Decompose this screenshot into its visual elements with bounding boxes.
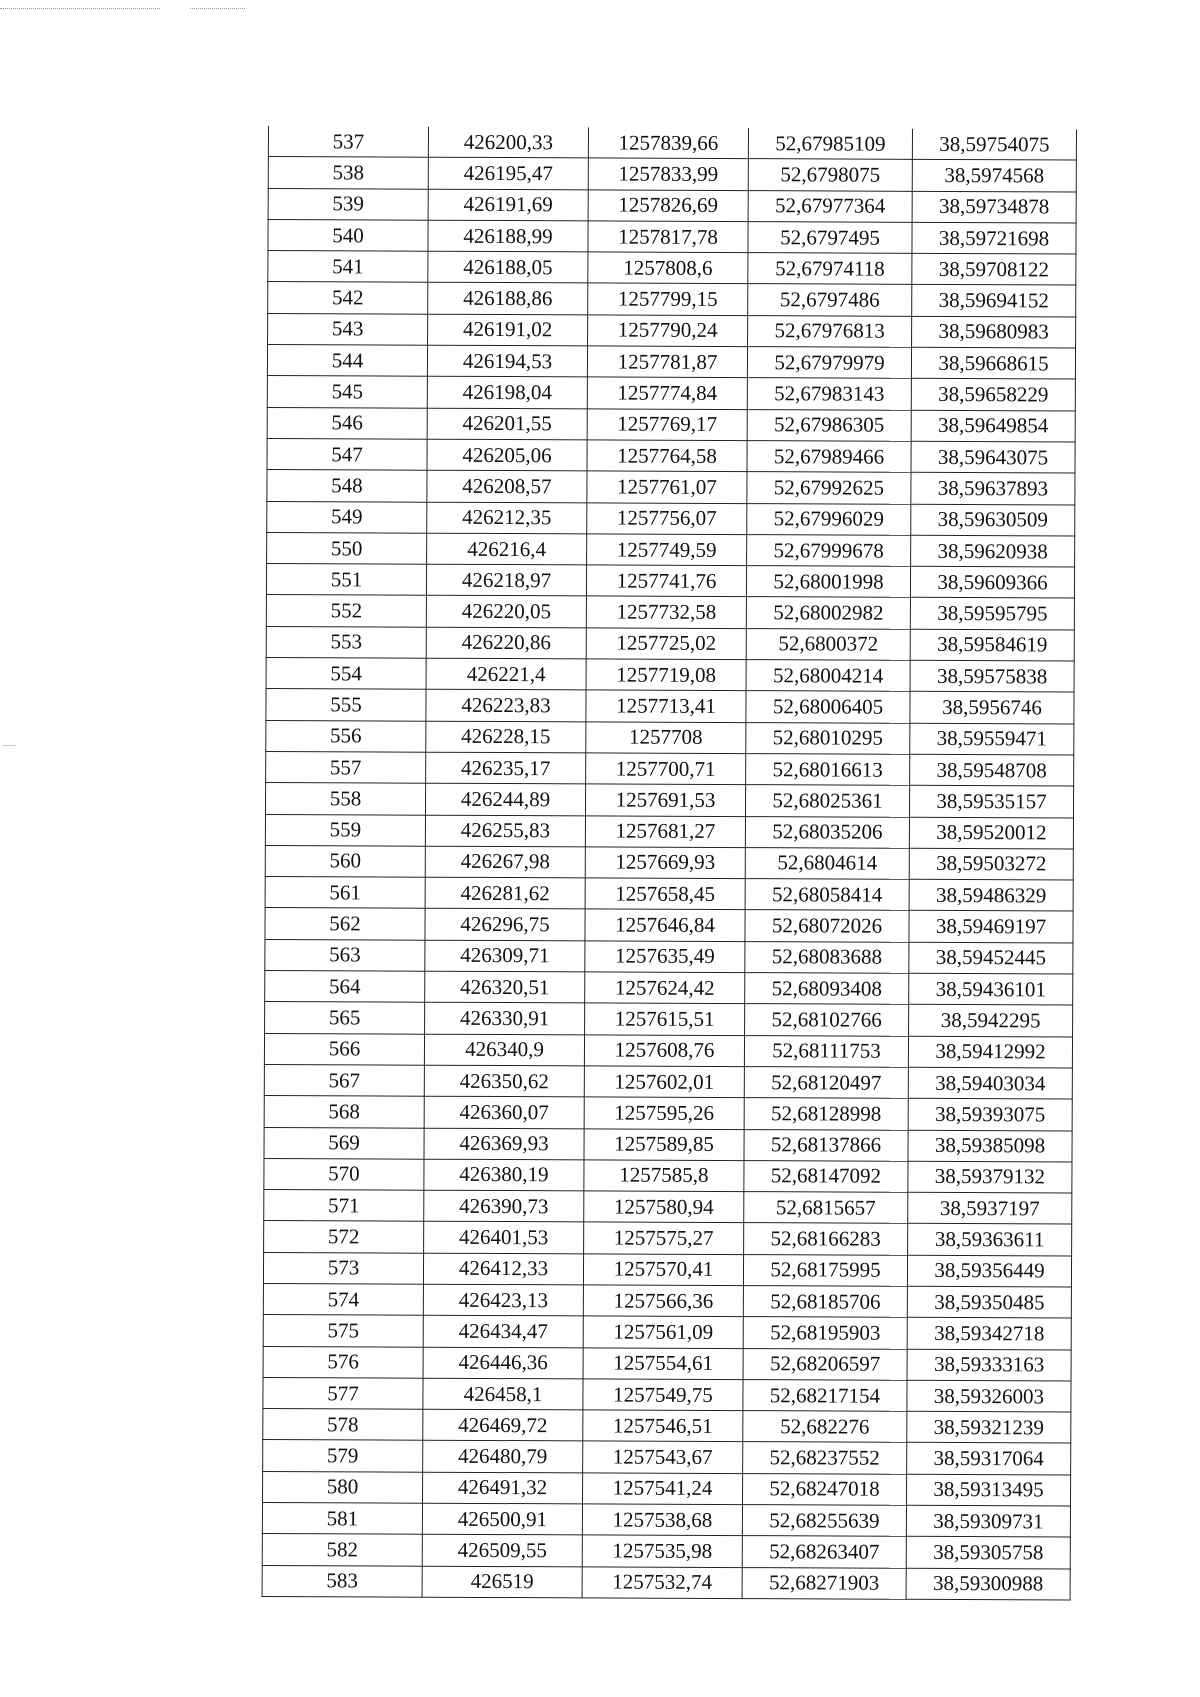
longitude-cell: 38,59356449 bbox=[907, 1255, 1071, 1287]
point-number-cell: 550 bbox=[267, 532, 427, 564]
point-number-cell: 582 bbox=[262, 1534, 422, 1566]
x-coordinate-cell: 426212,35 bbox=[427, 502, 587, 534]
y-coordinate-cell: 1257585,8 bbox=[584, 1160, 744, 1192]
y-coordinate-cell: 1257554,61 bbox=[583, 1347, 743, 1379]
point-number-cell: 539 bbox=[268, 188, 428, 220]
coordinates-table bbox=[262, 126, 1077, 1600]
longitude-cell: 38,59393075 bbox=[908, 1099, 1072, 1131]
longitude-cell: 38,59452445 bbox=[909, 942, 1073, 974]
latitude-cell: 52,68137866 bbox=[744, 1129, 908, 1161]
x-coordinate-cell: 426380,19 bbox=[424, 1159, 584, 1191]
table-row bbox=[262, 1565, 1070, 1600]
latitude-cell: 52,68004214 bbox=[746, 660, 910, 692]
table-row bbox=[262, 1471, 1070, 1506]
point-number-cell: 553 bbox=[266, 626, 426, 658]
point-number-cell: 556 bbox=[266, 720, 426, 752]
longitude-cell: 38,59609366 bbox=[910, 566, 1074, 598]
longitude-cell: 38,59535157 bbox=[909, 786, 1073, 818]
y-coordinate-cell: 1257817,78 bbox=[588, 221, 748, 253]
table-row bbox=[268, 188, 1076, 223]
x-coordinate-cell: 426200,33 bbox=[428, 127, 588, 158]
latitude-cell: 52,68001998 bbox=[746, 566, 910, 598]
point-number-cell: 540 bbox=[268, 219, 428, 251]
point-number-cell: 567 bbox=[264, 1064, 424, 1096]
y-coordinate-cell: 1257608,76 bbox=[584, 1034, 744, 1066]
longitude-cell: 38,59520012 bbox=[909, 817, 1073, 849]
table-row bbox=[263, 1346, 1071, 1381]
point-number-cell: 578 bbox=[263, 1409, 423, 1441]
table-row bbox=[268, 219, 1076, 254]
y-coordinate-cell: 1257826,69 bbox=[588, 189, 748, 221]
longitude-cell: 38,59575838 bbox=[910, 660, 1074, 692]
scan-mark bbox=[2, 745, 16, 746]
point-number-cell: 552 bbox=[266, 595, 426, 627]
longitude-cell: 38,59503272 bbox=[909, 848, 1073, 880]
x-coordinate-cell: 426309,71 bbox=[425, 940, 585, 972]
y-coordinate-cell: 1257541,24 bbox=[582, 1473, 742, 1505]
point-number-cell: 544 bbox=[267, 345, 427, 377]
y-coordinate-cell: 1257543,67 bbox=[583, 1441, 743, 1473]
x-coordinate-cell: 426205,06 bbox=[427, 439, 587, 471]
longitude-cell: 38,59694152 bbox=[912, 285, 1076, 317]
table-row bbox=[264, 1190, 1072, 1225]
longitude-cell: 38,59300988 bbox=[906, 1568, 1070, 1600]
table-row bbox=[267, 532, 1075, 567]
latitude-cell: 52,68255639 bbox=[742, 1505, 906, 1537]
point-number-cell: 537 bbox=[268, 126, 428, 157]
latitude-cell: 52,68035206 bbox=[745, 816, 909, 848]
table-row bbox=[265, 971, 1073, 1006]
x-coordinate-cell: 426500,91 bbox=[422, 1503, 582, 1535]
table-row bbox=[262, 1534, 1070, 1569]
longitude-cell: 38,59668615 bbox=[911, 347, 1075, 379]
x-coordinate-cell: 426491,32 bbox=[422, 1472, 582, 1504]
point-number-cell: 558 bbox=[265, 783, 425, 815]
x-coordinate-cell: 426401,53 bbox=[424, 1222, 584, 1254]
scan-header-marks bbox=[0, 4, 400, 14]
latitude-cell: 52,68002982 bbox=[746, 597, 910, 629]
table-row bbox=[268, 157, 1076, 192]
latitude-cell: 52,68010295 bbox=[746, 722, 910, 754]
y-coordinate-cell: 1257681,27 bbox=[585, 815, 745, 847]
latitude-cell: 52,67999678 bbox=[747, 534, 911, 566]
latitude-cell: 52,67974118 bbox=[748, 253, 912, 285]
point-number-cell: 547 bbox=[267, 438, 427, 470]
y-coordinate-cell: 1257769,17 bbox=[587, 409, 747, 441]
point-number-cell: 564 bbox=[265, 971, 425, 1003]
table-row bbox=[268, 251, 1076, 286]
y-coordinate-cell: 1257658,45 bbox=[585, 878, 745, 910]
latitude-cell: 52,68120497 bbox=[744, 1066, 908, 1098]
table-row bbox=[265, 783, 1073, 818]
x-coordinate-cell: 426188,99 bbox=[428, 220, 588, 252]
table-row bbox=[266, 751, 1074, 786]
x-coordinate-cell: 426360,07 bbox=[424, 1096, 584, 1128]
y-coordinate-cell: 1257749,59 bbox=[587, 534, 747, 566]
y-coordinate-cell: 1257589,85 bbox=[584, 1128, 744, 1160]
x-coordinate-cell: 426201,55 bbox=[427, 408, 587, 440]
x-coordinate-cell: 426519 bbox=[422, 1566, 582, 1598]
table-row bbox=[266, 564, 1074, 599]
x-coordinate-cell: 426281,62 bbox=[425, 877, 585, 909]
longitude-cell: 38,5974568 bbox=[912, 160, 1076, 192]
longitude-cell: 38,59486329 bbox=[909, 879, 1073, 911]
latitude-cell: 52,67986305 bbox=[747, 409, 911, 441]
point-number-cell: 563 bbox=[265, 939, 425, 971]
latitude-cell: 52,68093408 bbox=[745, 973, 909, 1005]
longitude-cell: 38,59326003 bbox=[907, 1380, 1071, 1412]
y-coordinate-cell: 1257570,41 bbox=[583, 1254, 743, 1286]
latitude-cell: 52,6815657 bbox=[744, 1192, 908, 1224]
latitude-cell: 52,68206597 bbox=[743, 1348, 907, 1380]
y-coordinate-cell: 1257719,08 bbox=[586, 659, 746, 691]
point-number-cell: 538 bbox=[268, 157, 428, 189]
longitude-cell: 38,59317064 bbox=[907, 1443, 1071, 1475]
longitude-cell: 38,59680983 bbox=[912, 316, 1076, 348]
longitude-cell: 38,5942295 bbox=[909, 1005, 1073, 1037]
latitude-cell: 52,6798075 bbox=[748, 159, 912, 191]
longitude-cell: 38,59620938 bbox=[911, 535, 1075, 567]
table-row bbox=[266, 658, 1074, 693]
table-row bbox=[267, 501, 1075, 536]
table-row bbox=[264, 1158, 1072, 1193]
latitude-cell: 52,67979979 bbox=[747, 347, 911, 379]
x-coordinate-cell: 426446,36 bbox=[423, 1347, 583, 1379]
longitude-cell: 38,5937197 bbox=[908, 1192, 1072, 1224]
point-number-cell: 543 bbox=[268, 313, 428, 345]
latitude-cell: 52,68147092 bbox=[744, 1160, 908, 1192]
longitude-cell: 38,59559471 bbox=[910, 723, 1074, 755]
x-coordinate-cell: 426191,69 bbox=[428, 189, 588, 221]
table-row bbox=[265, 814, 1073, 849]
point-number-cell: 560 bbox=[265, 845, 425, 877]
x-coordinate-cell: 426423,13 bbox=[423, 1284, 583, 1316]
latitude-cell: 52,67983143 bbox=[747, 378, 911, 410]
longitude-cell: 38,59595795 bbox=[910, 598, 1074, 630]
longitude-cell: 38,59630509 bbox=[911, 504, 1075, 536]
longitude-cell: 38,59309731 bbox=[906, 1505, 1070, 1537]
point-number-cell: 541 bbox=[268, 251, 428, 283]
x-coordinate-cell: 426244,89 bbox=[425, 783, 585, 815]
latitude-cell: 52,68006405 bbox=[746, 691, 910, 723]
point-number-cell: 546 bbox=[267, 407, 427, 439]
table-row bbox=[266, 626, 1074, 661]
longitude-cell: 38,59734878 bbox=[912, 191, 1076, 223]
y-coordinate-cell: 1257646,84 bbox=[585, 909, 745, 941]
table-row bbox=[264, 1096, 1072, 1131]
y-coordinate-cell: 1257781,87 bbox=[587, 346, 747, 378]
latitude-cell: 52,6797486 bbox=[748, 284, 912, 316]
point-number-cell: 542 bbox=[268, 282, 428, 314]
scan-mark bbox=[190, 8, 245, 9]
x-coordinate-cell: 426188,86 bbox=[428, 283, 588, 315]
latitude-cell: 52,67985109 bbox=[748, 128, 912, 160]
y-coordinate-cell: 1257808,6 bbox=[588, 252, 748, 284]
longitude-cell: 38,59403034 bbox=[908, 1067, 1072, 1099]
point-number-cell: 583 bbox=[262, 1565, 422, 1597]
latitude-cell: 52,68083688 bbox=[745, 941, 909, 973]
table-row bbox=[268, 313, 1076, 348]
longitude-cell: 38,59754075 bbox=[912, 129, 1076, 161]
table-row bbox=[268, 126, 1076, 160]
table-row bbox=[265, 908, 1073, 943]
y-coordinate-cell: 1257561,09 bbox=[583, 1316, 743, 1348]
y-coordinate-cell: 1257774,84 bbox=[587, 377, 747, 409]
longitude-cell: 38,59649854 bbox=[911, 410, 1075, 442]
table-row bbox=[265, 939, 1073, 974]
point-number-cell: 571 bbox=[264, 1190, 424, 1222]
y-coordinate-cell: 1257566,36 bbox=[583, 1285, 743, 1317]
table-row bbox=[267, 470, 1075, 505]
point-number-cell: 554 bbox=[266, 658, 426, 690]
table-row bbox=[267, 438, 1075, 473]
point-number-cell: 574 bbox=[263, 1283, 423, 1315]
longitude-cell: 38,59350485 bbox=[907, 1286, 1071, 1318]
y-coordinate-cell: 1257615,51 bbox=[585, 1003, 745, 1035]
longitude-cell: 38,59658229 bbox=[911, 379, 1075, 411]
y-coordinate-cell: 1257764,58 bbox=[587, 440, 747, 472]
table-row bbox=[265, 877, 1073, 912]
y-coordinate-cell: 1257732,58 bbox=[586, 596, 746, 628]
table-row bbox=[265, 845, 1073, 880]
latitude-cell: 52,68237552 bbox=[743, 1442, 907, 1474]
table-row bbox=[264, 1064, 1072, 1099]
y-coordinate-cell: 1257708 bbox=[586, 722, 746, 754]
latitude-cell: 52,6804614 bbox=[745, 847, 909, 879]
point-number-cell: 577 bbox=[263, 1377, 423, 1409]
longitude-cell: 38,59708122 bbox=[912, 253, 1076, 285]
x-coordinate-cell: 426390,73 bbox=[424, 1190, 584, 1222]
longitude-cell: 38,59385098 bbox=[908, 1130, 1072, 1162]
longitude-cell: 38,59305758 bbox=[906, 1537, 1070, 1569]
y-coordinate-cell: 1257741,76 bbox=[586, 565, 746, 597]
x-coordinate-cell: 426195,47 bbox=[428, 157, 588, 189]
latitude-cell: 52,68195903 bbox=[743, 1317, 907, 1349]
x-coordinate-cell: 426369,93 bbox=[424, 1128, 584, 1160]
table-row bbox=[264, 1221, 1072, 1256]
y-coordinate-cell: 1257549,75 bbox=[583, 1379, 743, 1411]
y-coordinate-cell: 1257635,49 bbox=[585, 941, 745, 973]
point-number-cell: 566 bbox=[264, 1033, 424, 1065]
x-coordinate-cell: 426228,15 bbox=[426, 721, 586, 753]
point-number-cell: 572 bbox=[264, 1221, 424, 1253]
x-coordinate-cell: 426188,05 bbox=[428, 251, 588, 283]
longitude-cell: 38,59436101 bbox=[909, 973, 1073, 1005]
latitude-cell: 52,68072026 bbox=[745, 910, 909, 942]
x-coordinate-cell: 426320,51 bbox=[425, 971, 585, 1003]
latitude-cell: 52,68016613 bbox=[746, 754, 910, 786]
y-coordinate-cell: 1257535,98 bbox=[582, 1535, 742, 1567]
y-coordinate-cell: 1257624,42 bbox=[585, 972, 745, 1004]
longitude-cell: 38,59321239 bbox=[907, 1411, 1071, 1443]
point-number-cell: 557 bbox=[266, 751, 426, 783]
x-coordinate-cell: 426458,1 bbox=[423, 1378, 583, 1410]
latitude-cell: 52,68111753 bbox=[744, 1035, 908, 1067]
latitude-cell: 52,68185706 bbox=[743, 1286, 907, 1318]
table-row bbox=[264, 1033, 1072, 1068]
x-coordinate-cell: 426221,4 bbox=[426, 658, 586, 690]
latitude-cell: 52,6800372 bbox=[746, 628, 910, 660]
latitude-cell: 52,6797495 bbox=[748, 221, 912, 253]
table-row bbox=[263, 1409, 1071, 1444]
longitude-cell: 38,59363611 bbox=[908, 1224, 1072, 1256]
y-coordinate-cell: 1257833,99 bbox=[588, 158, 748, 190]
longitude-cell: 38,59637893 bbox=[911, 473, 1075, 505]
x-coordinate-cell: 426434,47 bbox=[423, 1315, 583, 1347]
latitude-cell: 52,67996029 bbox=[747, 503, 911, 535]
y-coordinate-cell: 1257532,74 bbox=[582, 1567, 742, 1599]
y-coordinate-cell: 1257595,26 bbox=[584, 1097, 744, 1129]
latitude-cell: 52,68025361 bbox=[745, 785, 909, 817]
y-coordinate-cell: 1257756,07 bbox=[587, 502, 747, 534]
y-coordinate-cell: 1257761,07 bbox=[587, 471, 747, 503]
x-coordinate-cell: 426208,57 bbox=[427, 470, 587, 502]
longitude-cell: 38,59333163 bbox=[907, 1349, 1071, 1381]
point-number-cell: 565 bbox=[265, 1002, 425, 1034]
y-coordinate-cell: 1257546,51 bbox=[583, 1410, 743, 1442]
latitude-cell: 52,68058414 bbox=[745, 879, 909, 911]
y-coordinate-cell: 1257799,15 bbox=[588, 283, 748, 315]
point-number-cell: 559 bbox=[265, 814, 425, 846]
x-coordinate-cell: 426220,86 bbox=[426, 627, 586, 659]
latitude-cell: 52,68102766 bbox=[745, 1004, 909, 1036]
latitude-cell: 52,68271903 bbox=[742, 1567, 906, 1599]
point-number-cell: 562 bbox=[265, 908, 425, 940]
point-number-cell: 569 bbox=[264, 1127, 424, 1159]
longitude-cell: 38,59548708 bbox=[910, 754, 1074, 786]
y-coordinate-cell: 1257602,01 bbox=[584, 1066, 744, 1098]
latitude-cell: 52,67976813 bbox=[748, 315, 912, 347]
x-coordinate-cell: 426340,9 bbox=[424, 1034, 584, 1066]
latitude-cell: 52,67989466 bbox=[747, 441, 911, 473]
latitude-cell: 52,67992625 bbox=[747, 472, 911, 504]
point-number-cell: 551 bbox=[266, 564, 426, 596]
table-row bbox=[263, 1315, 1071, 1350]
y-coordinate-cell: 1257790,24 bbox=[588, 315, 748, 347]
longitude-cell: 38,59412992 bbox=[908, 1036, 1072, 1068]
table-row bbox=[263, 1440, 1071, 1475]
y-coordinate-cell: 1257725,02 bbox=[586, 628, 746, 660]
point-number-cell: 573 bbox=[263, 1252, 423, 1284]
x-coordinate-cell: 426469,72 bbox=[423, 1409, 583, 1441]
x-coordinate-cell: 426412,33 bbox=[423, 1253, 583, 1285]
table-row bbox=[267, 345, 1075, 380]
x-coordinate-cell: 426194,53 bbox=[427, 345, 587, 377]
point-number-cell: 548 bbox=[267, 470, 427, 502]
latitude-cell: 52,67977364 bbox=[748, 190, 912, 222]
longitude-cell: 38,59643075 bbox=[911, 441, 1075, 473]
table-row bbox=[268, 282, 1076, 317]
y-coordinate-cell: 1257575,27 bbox=[584, 1222, 744, 1254]
table-body bbox=[262, 126, 1076, 1600]
point-number-cell: 575 bbox=[263, 1315, 423, 1347]
point-number-cell: 568 bbox=[264, 1096, 424, 1128]
point-number-cell: 561 bbox=[265, 877, 425, 909]
longitude-cell: 38,59379132 bbox=[908, 1161, 1072, 1193]
x-coordinate-cell: 426330,91 bbox=[425, 1003, 585, 1035]
point-number-cell: 545 bbox=[267, 376, 427, 408]
latitude-cell: 52,682276 bbox=[743, 1411, 907, 1443]
latitude-cell: 52,68247018 bbox=[742, 1473, 906, 1505]
point-number-cell: 570 bbox=[264, 1158, 424, 1190]
longitude-cell: 38,59584619 bbox=[910, 629, 1074, 661]
point-number-cell: 549 bbox=[267, 501, 427, 533]
table-row bbox=[267, 376, 1075, 411]
y-coordinate-cell: 1257580,94 bbox=[584, 1191, 744, 1223]
y-coordinate-cell: 1257839,66 bbox=[588, 127, 748, 158]
longitude-cell: 38,5956746 bbox=[910, 692, 1074, 724]
point-number-cell: 576 bbox=[263, 1346, 423, 1378]
table-row bbox=[263, 1283, 1071, 1318]
scan-mark bbox=[0, 8, 160, 9]
x-coordinate-cell: 426218,97 bbox=[426, 564, 586, 596]
point-number-cell: 581 bbox=[262, 1503, 422, 1535]
table-row bbox=[263, 1252, 1071, 1287]
y-coordinate-cell: 1257713,41 bbox=[586, 690, 746, 722]
latitude-cell: 52,68263407 bbox=[742, 1536, 906, 1568]
x-coordinate-cell: 426220,05 bbox=[426, 596, 586, 628]
table-row bbox=[267, 407, 1075, 442]
table-row bbox=[263, 1377, 1071, 1412]
longitude-cell: 38,59721698 bbox=[912, 222, 1076, 254]
latitude-cell: 52,68217154 bbox=[743, 1379, 907, 1411]
table-row bbox=[266, 595, 1074, 630]
x-coordinate-cell: 426198,04 bbox=[427, 377, 587, 409]
y-coordinate-cell: 1257669,93 bbox=[585, 847, 745, 879]
x-coordinate-cell: 426509,55 bbox=[422, 1535, 582, 1567]
y-coordinate-cell: 1257538,68 bbox=[582, 1504, 742, 1536]
coordinates-table-container bbox=[262, 126, 1077, 1600]
x-coordinate-cell: 426216,4 bbox=[427, 533, 587, 565]
point-number-cell: 555 bbox=[266, 689, 426, 721]
x-coordinate-cell: 426480,79 bbox=[423, 1441, 583, 1473]
x-coordinate-cell: 426350,62 bbox=[424, 1065, 584, 1097]
table-row bbox=[262, 1503, 1070, 1538]
x-coordinate-cell: 426223,83 bbox=[426, 690, 586, 722]
x-coordinate-cell: 426255,83 bbox=[425, 815, 585, 847]
point-number-cell: 579 bbox=[263, 1440, 423, 1472]
table-row bbox=[264, 1127, 1072, 1162]
x-coordinate-cell: 426235,17 bbox=[426, 752, 586, 784]
x-coordinate-cell: 426267,98 bbox=[425, 846, 585, 878]
x-coordinate-cell: 426191,02 bbox=[428, 314, 588, 346]
latitude-cell: 52,68175995 bbox=[743, 1254, 907, 1286]
y-coordinate-cell: 1257691,53 bbox=[585, 784, 745, 816]
table-row bbox=[266, 689, 1074, 724]
latitude-cell: 52,68128998 bbox=[744, 1098, 908, 1130]
y-coordinate-cell: 1257700,71 bbox=[586, 753, 746, 785]
table-row bbox=[265, 1002, 1073, 1037]
longitude-cell: 38,59342718 bbox=[907, 1318, 1071, 1350]
longitude-cell: 38,59313495 bbox=[906, 1474, 1070, 1506]
longitude-cell: 38,59469197 bbox=[909, 911, 1073, 943]
table-row bbox=[266, 720, 1074, 755]
latitude-cell: 52,68166283 bbox=[744, 1223, 908, 1255]
x-coordinate-cell: 426296,75 bbox=[425, 909, 585, 941]
point-number-cell: 580 bbox=[262, 1471, 422, 1503]
